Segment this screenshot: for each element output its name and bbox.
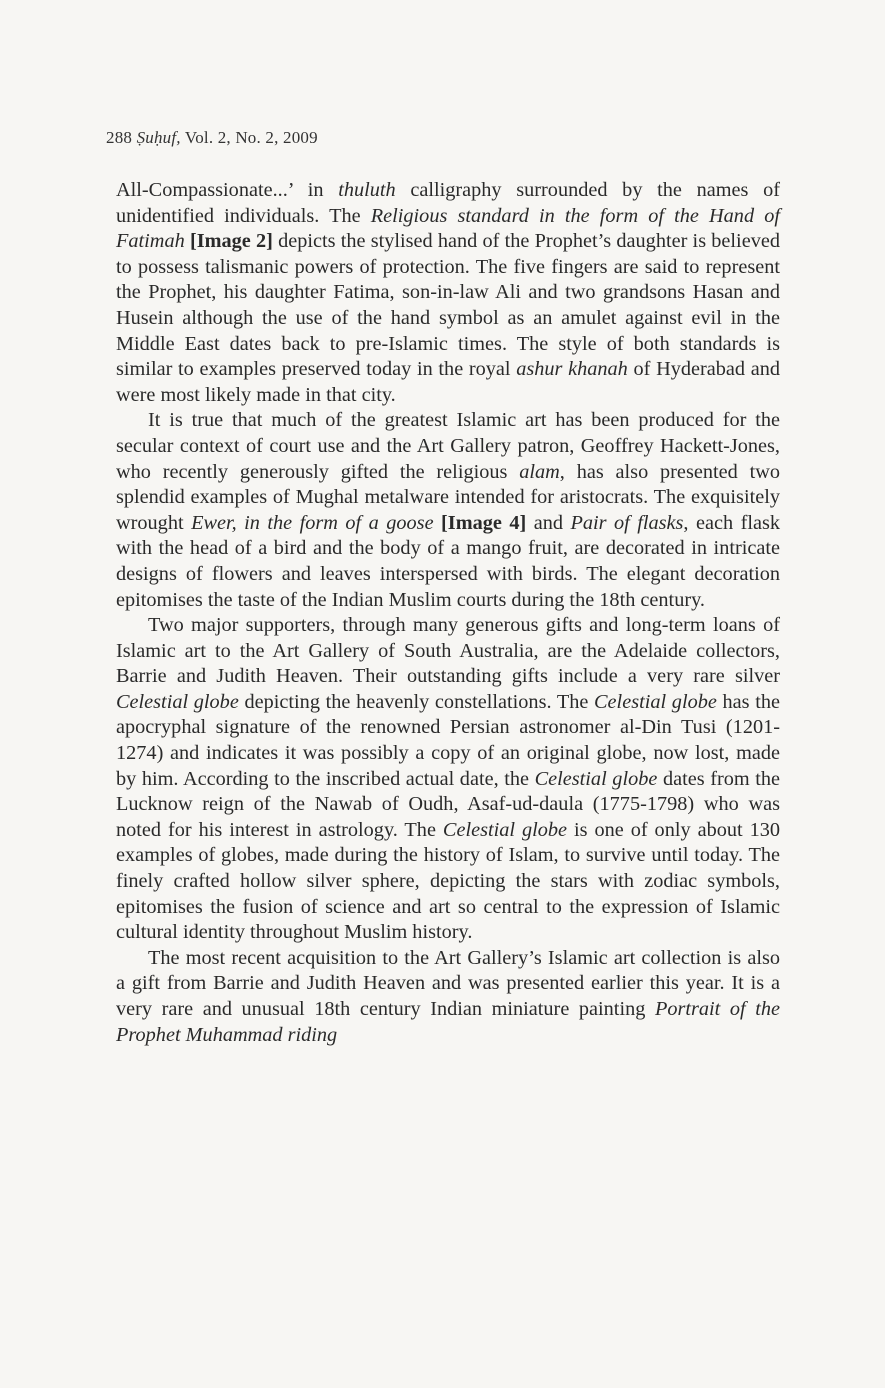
running-header — [106, 128, 318, 148]
italic-text: Celestial globe — [116, 690, 239, 713]
text-run: Two major supporters, through many generous gifts and long-term loans of Islamic art to the Art Gallery of South Australia, are the Adelaide collectors, Barrie and Judith Heaven. Their outstanding gifts include a very rare silver — [116, 614, 780, 688]
text-run: and — [526, 511, 571, 534]
volume-info: Vol. 2, No. 2, 2009 — [184, 128, 318, 147]
italic-text: thuluth — [338, 179, 396, 201]
text-run: calligraphy surrounded by the names of unidentified individuals. The — [116, 179, 780, 227]
text-run: , each flask with the head of a bird and the body of a mango fruit, are decorated in intricate designs of flowers and leaves interspersed with birds. The elegant decoration epitomises the taste of the Indian Muslim courts during the 18th century. — [116, 511, 780, 611]
italic-text: Portrait of the Prophet Muhammad riding — [116, 998, 780, 1046]
italic-text: Celestial globe — [534, 767, 658, 790]
text-run — [434, 512, 441, 534]
italic-text: Celestial globe — [594, 690, 717, 713]
italic-text: Religious standard in the form of the Hand of Fatimah — [116, 204, 780, 253]
paragraph — [116, 408, 780, 613]
text-run: , has also presented two splendid examples of Mughal metalware intended for aristocrats. The exquisitely wrought — [116, 460, 780, 534]
text-run: It is true that much of the greatest Islamic art has been produced for the secular context of court use and the Art Gallery patron, Geoffrey Hackett-Jones, who recently generously gifted the religious — [116, 409, 780, 483]
italic-text: Pair of flasks — [570, 511, 684, 534]
text-run: All-Compassionate...’ in — [116, 179, 339, 201]
image-reference: [Image 4] — [441, 511, 527, 534]
text-run: of Hyderabad and were most likely made in that city. — [116, 358, 781, 406]
text-run: The most recent acquisition to the Art Gallery’s Islamic art collection is also a gift from Barrie and Judith Heaven and was presented earlier this year. It is a very rare and unusual 18th century Indian miniature painting — [116, 946, 780, 1020]
italic-text: Celestial globe — [442, 818, 568, 841]
paragraph — [116, 613, 780, 946]
italic-text: ashur khanah — [516, 358, 628, 381]
text-run: depicts the stylised hand of the Prophet’s daughter is believed to possess talismanic powers of protection. The five fingers are said to represent the Prophet, his daughter Fatima, son-in-law Ali and two grandsons Hasan and Husein although the use of the hand symbol as an amulet against evil in the Middle East dates back to pre-Islamic times. The style of both standards is similar to examples preserved today in the royal — [116, 230, 780, 381]
paragraph — [116, 178, 780, 408]
text-run: depicting the heavenly constellations. The — [238, 690, 595, 713]
paragraph — [116, 946, 780, 1048]
text-run: is one of only about 130 examples of globes, made during the history of Islam, to survive until today. The finely crafted hollow silver sphere, depicting the stars with zodiac symbols, epitomises the fusion of science and art so central to the expression of Islamic cultural identity throughout Muslim history. — [116, 818, 781, 944]
text-run: has the apocryphal signature of the renowned Persian astronomer al-Din Tusi (1201-1274) and indicates it was possibly a copy of an original globe, now lost, made by him. According to the inscribed actual date, the — [116, 690, 780, 790]
journal-title: Ṣuḥuf, — [136, 128, 181, 147]
image-reference: [Image 2] — [189, 230, 273, 253]
italic-text: alam — [519, 460, 560, 483]
italic-text: Ewer, in the form of a goose — [191, 511, 434, 534]
text-run: dates from the Lucknow reign of the Nawab of Oudh, Asaf-ud-daula (1775-1798) who was noted for his interest in astrology. The — [116, 767, 780, 841]
page-number: 288 — [106, 128, 133, 147]
article-body — [116, 178, 780, 1048]
